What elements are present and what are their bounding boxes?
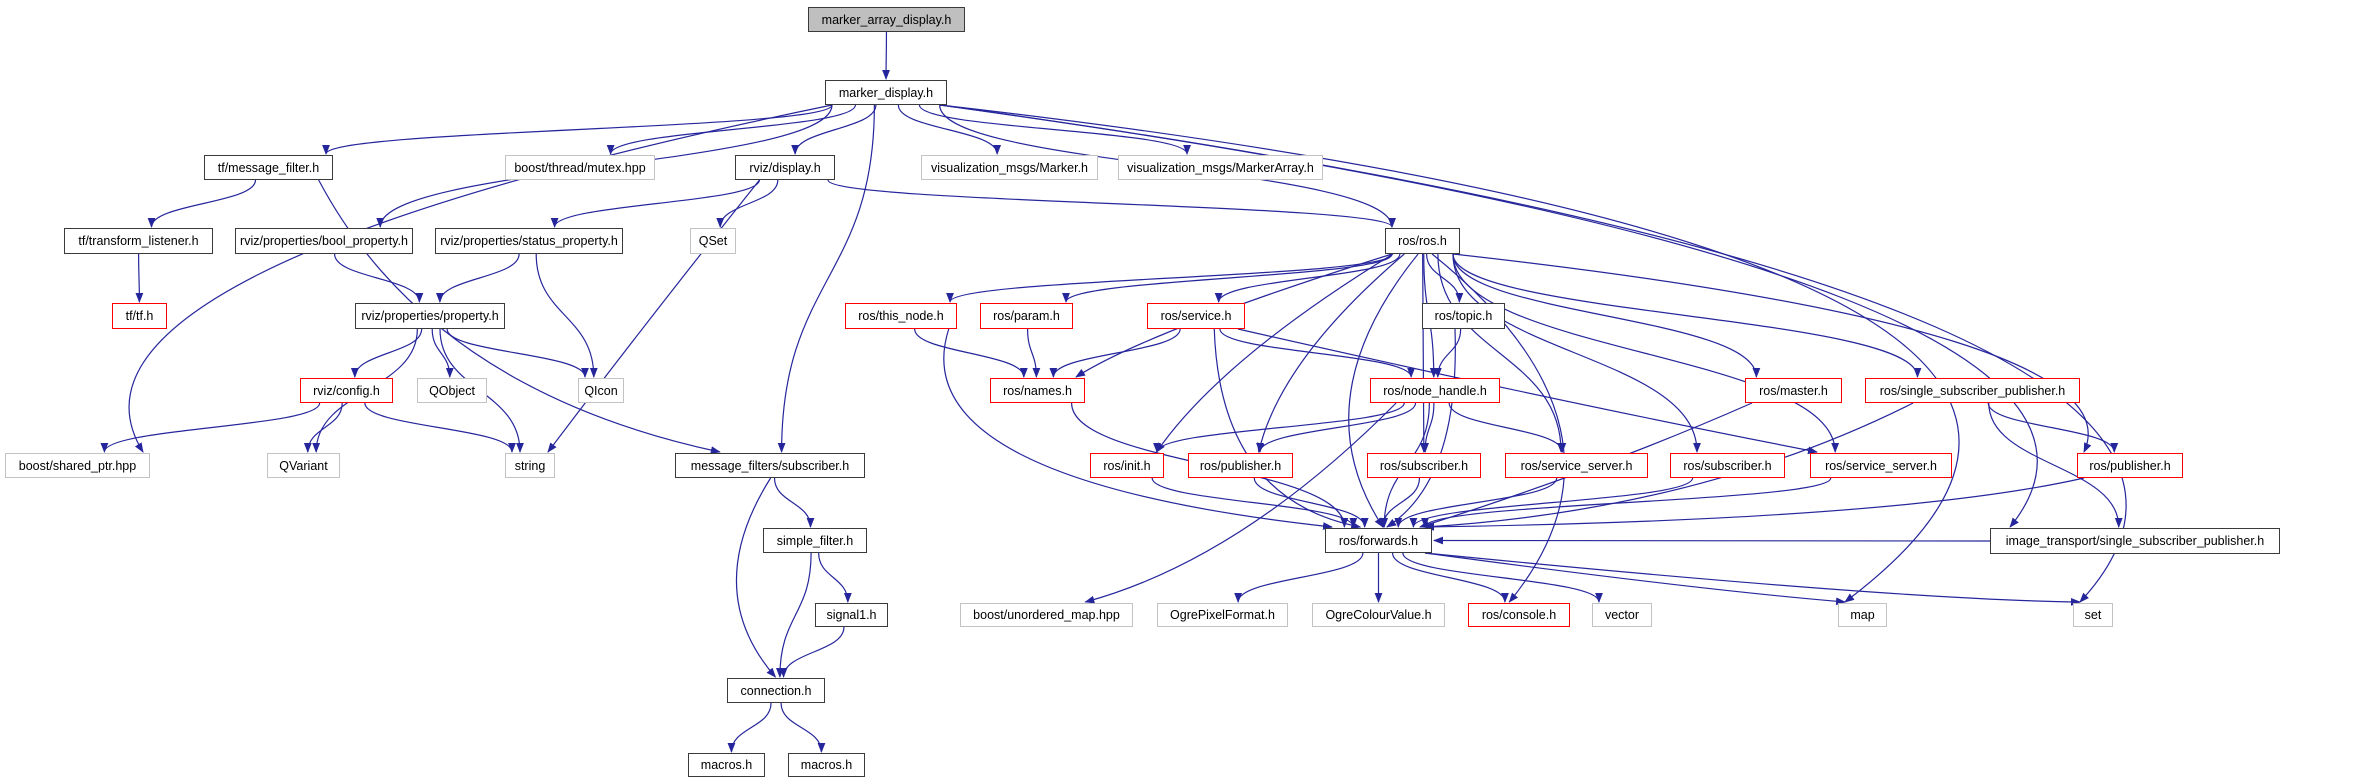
node-this-node[interactable]: ros/this_node.h (845, 303, 957, 329)
node-config[interactable]: rviz/config.h (300, 378, 393, 403)
edge-forwards-to-ogre_pixel (1238, 553, 1363, 602)
node-string[interactable]: string (505, 453, 555, 478)
node-qobject[interactable]: QObject (417, 378, 487, 403)
edge-ros_ros-to-service (1219, 254, 1400, 302)
node-signal1[interactable]: signal1.h (815, 603, 888, 627)
edge-node_handle-to-init (1157, 403, 1404, 452)
node-marker-array-display[interactable]: marker_array_display.h (808, 7, 965, 32)
edge-ros_ros-to-init (1157, 254, 1393, 452)
edge-simple_filter-to-signal1 (819, 553, 848, 602)
node-node-handle[interactable]: ros/node_handle.h (1370, 378, 1500, 403)
node-subscriber1[interactable]: ros/subscriber.h (1367, 453, 1481, 478)
node-service-server1[interactable]: ros/service_server.h (1505, 453, 1648, 478)
edge-rviz_display-to-qset (720, 180, 778, 227)
edge-ros_ros-to-service_server2 (1453, 254, 1835, 452)
node-status-property[interactable]: rviz/properties/status_property.h (435, 228, 623, 254)
edge-marker_display-to-vis_marker (898, 105, 997, 154)
edge-marker_display-to-tf_message_filter (326, 105, 832, 154)
edge-simple_filter-to-connection (780, 553, 811, 677)
node-qset[interactable]: QSet (690, 228, 736, 254)
node-boost-shared-ptr[interactable]: boost/shared_ptr.hpp (5, 453, 150, 478)
edge-node_handle-to-service_server1 (1449, 403, 1562, 452)
node-single-sub-pub[interactable]: ros/single_subscriber_publisher.h (1865, 378, 2080, 403)
node-bool-property[interactable]: rviz/properties/bool_property.h (235, 228, 413, 254)
node-qvariant[interactable]: QVariant (267, 453, 340, 478)
node-console[interactable]: ros/console.h (1468, 603, 1570, 627)
node-init[interactable]: ros/init.h (1090, 453, 1164, 478)
edge-ros_ros-to-this_node (950, 254, 1392, 302)
node-mf-subscriber[interactable]: message_filters/subscriber.h (675, 453, 865, 478)
node-publisher1[interactable]: ros/publisher.h (1188, 453, 1293, 478)
edge-tf_transform_listener-to-tf_tf (139, 254, 140, 302)
node-forwards[interactable]: ros/forwards.h (1325, 528, 1432, 553)
node-tf-tf[interactable]: tf/tf.h (112, 303, 167, 329)
node-boost-thread-mutex[interactable]: boost/thread/mutex.hpp (505, 155, 655, 180)
node-it-ssp[interactable]: image_transport/single_subscriber_publisher.h (1990, 528, 2280, 554)
edge-config-to-boost_shared_ptr (104, 403, 319, 452)
edge-ros_ros-to-subscriber2 (1453, 254, 1697, 452)
node-ogre-pixel[interactable]: OgrePixelFormat.h (1157, 603, 1288, 627)
node-tf-transform-listener[interactable]: tf/transform_listener.h (64, 228, 213, 254)
edge-it_ssp-to-forwards (1434, 541, 1990, 542)
node-subscriber2[interactable]: ros/subscriber.h (1670, 453, 1785, 478)
node-topic[interactable]: ros/topic.h (1422, 303, 1505, 329)
edge-param-to-names (1028, 329, 1037, 377)
edge-service-to-names (1053, 329, 1180, 377)
edge-service_server2-to-forwards (1425, 478, 1831, 527)
edge-rviz_display-to-ros_ros (828, 180, 1392, 227)
edge-mf_subscriber-to-connection (736, 478, 775, 677)
edge-marker_display-to-vis_marker_array (919, 105, 1187, 154)
edge-ros_ros-to-subscriber1 (1423, 254, 1424, 452)
edge-service-to-node_handle (1220, 329, 1411, 377)
edge-single_sub_pub-to-publisher2 (1988, 403, 2114, 452)
edge-mf_subscriber-to-simple_filter (775, 478, 811, 527)
edge-config-to-string (365, 403, 512, 452)
node-publisher2[interactable]: ros/publisher.h (2077, 453, 2183, 478)
node-property[interactable]: rviz/properties/property.h (355, 303, 505, 329)
edge-tf_message_filter-to-tf_transform_listener (152, 180, 256, 227)
node-ros-ros[interactable]: ros/ros.h (1385, 228, 1460, 254)
edge-bool_property-to-property (335, 254, 420, 302)
edge-topic-to-node_handle (1438, 329, 1461, 377)
node-marker-display[interactable]: marker_display.h (825, 80, 947, 105)
node-unordered-map[interactable]: boost/unordered_map.hpp (960, 603, 1133, 627)
node-param[interactable]: ros/param.h (980, 303, 1073, 329)
edge-connection-to-macros1 (731, 703, 771, 752)
edge-service-to-service_server2 (1238, 329, 1817, 452)
node-tf-message-filter[interactable]: tf/message_filter.h (204, 155, 333, 180)
node-vis-marker[interactable]: visualization_msgs/Marker.h (921, 155, 1098, 180)
edge-publisher2-to-forwards (1425, 478, 2084, 527)
edge-ros_ros-to-publisher2 (1453, 254, 2088, 452)
edge-forwards-to-map (1425, 553, 1845, 602)
node-macros1[interactable]: macros.h (688, 753, 765, 777)
node-ogre-colour[interactable]: OgreColourValue.h (1312, 603, 1445, 627)
node-rviz-display[interactable]: rviz/display.h (735, 155, 835, 180)
edge-status_property-to-property (440, 254, 519, 302)
edge-ros_ros-to-single_sub_pub (1453, 254, 1918, 377)
node-set[interactable]: set (2073, 603, 2113, 627)
edge-connection-to-macros2 (781, 703, 821, 752)
edge-subscriber2-to-forwards (1413, 478, 1692, 527)
edge-rviz_display-to-string (548, 180, 760, 452)
edge-marker_display-to-rviz_display (795, 105, 876, 154)
node-vis-marker-array[interactable]: visualization_msgs/MarkerArray.h (1118, 155, 1323, 180)
node-service[interactable]: ros/service.h (1147, 303, 1245, 329)
node-vector[interactable]: vector (1592, 603, 1652, 627)
edge-init-to-forwards (1152, 478, 1353, 527)
node-connection[interactable]: connection.h (727, 678, 825, 703)
edge-topic-to-forwards (1387, 329, 1455, 527)
node-master[interactable]: ros/master.h (1745, 378, 1842, 403)
edge-this_node-to-names (915, 329, 1024, 377)
edge-forwards-to-set (1425, 553, 2080, 602)
node-simple-filter[interactable]: simple_filter.h (763, 528, 867, 553)
node-qicon[interactable]: QIcon (578, 378, 624, 403)
edge-property-to-qicon (447, 329, 585, 377)
node-names[interactable]: ros/names.h (990, 378, 1085, 403)
node-service-server2[interactable]: ros/service_server.h (1810, 453, 1952, 478)
node-map[interactable]: map (1838, 603, 1887, 627)
edge-ros_ros-to-param (1066, 254, 1392, 302)
edge-signal1-to-connection (784, 627, 844, 677)
edge-rviz_display-to-status_property (555, 180, 760, 227)
node-macros2[interactable]: macros.h (788, 753, 865, 777)
